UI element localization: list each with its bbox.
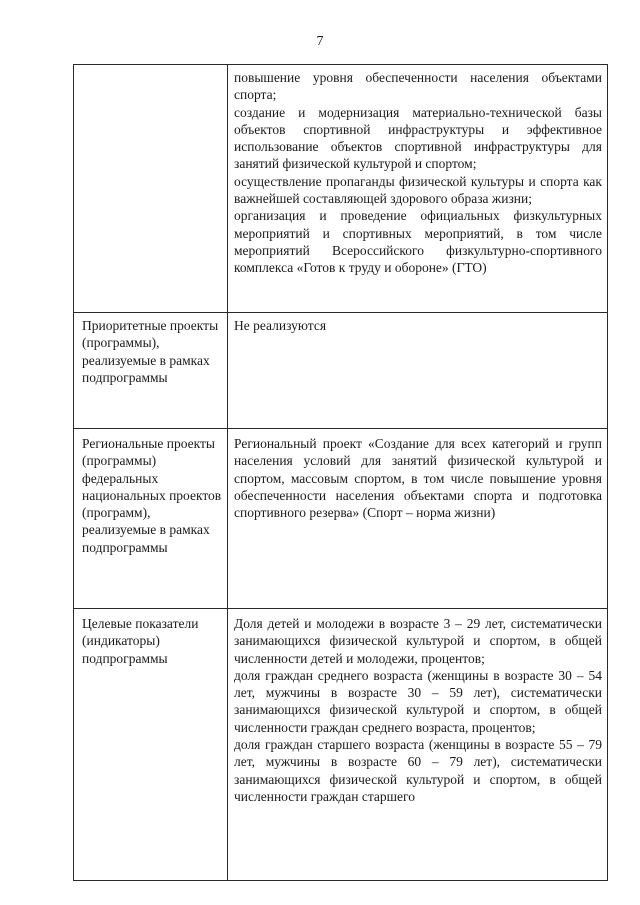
row-content-regional-projects — [228, 429, 608, 609]
paragraph: создание и модернизация материально-технической базы объектов спортивной инфраструктуры и эффективное использование объектов спортивной инфраструктуры для занятий физической культурой и спортом; — [234, 104, 602, 172]
paragraph: доля граждан среднего возраста (женщины в возрасте 30 – 54 лет, мужчины в возрасте 30 – 59 лет), систематически занимающихся физической культурой и спортом, в общей численности граждан среднего возраста, процентов; — [234, 667, 602, 735]
table-row — [74, 65, 608, 313]
paragraph: Не реализуются — [234, 318, 327, 333]
paragraph: повышение уровня обеспеченности населения объектами спорта; — [234, 70, 602, 103]
row-content-target-indicators — [228, 609, 608, 881]
paragraph: осуществление пропаганды физической культуры и спорта как важнейшей составляющей здорового образа жизни; — [234, 173, 602, 207]
table-row — [74, 609, 608, 881]
row-content-priority-projects — [228, 313, 608, 429]
paragraph: Региональный проект «Создание для всех категорий и групп населения условий для занятий физической культурой и спортом, массовым спортом, в том числе повышение уровня обеспеченности населения объектами спорта и подготовка спортивного резерва» (Спорт – норма жизни) — [234, 436, 602, 521]
row-label-target-indicators: Целевые показатели (индикаторы) подпрограммы — [74, 609, 228, 881]
page-number: 7 — [316, 34, 324, 49]
paragraph: Доля детей и молодежи в возрасте 3 – 29 лет, систематически занимающихся физической культурой и спортом, в общей численности детей и молодежи, процентов; — [234, 616, 602, 666]
row-label-empty — [74, 65, 228, 313]
paragraph: доля граждан старшего возраста (женщины в возрасте 55 – 79 лет, мужчины в возрасте 60 – 79 лет), систематически занимающихся физической культурой и спортом, в общей численности граждан старшего — [234, 737, 602, 804]
row-label-priority-projects: Приоритетные проекты (программы), реализуемые в рамках подпрограммы — [74, 313, 228, 429]
row-content-objectives — [228, 65, 608, 313]
row-label-regional-projects: Региональные проекты (программы) федеральных национальных проектов (программ), реализуемые в рамках подпрограммы — [74, 429, 228, 609]
table-row — [74, 313, 608, 429]
paragraph: организация и проведение официальных физкультурных мероприятий и спортивных мероприятий, в том числе мероприятий Всероссийского физкультурно-спортивного комплекса «Готов к труду и обороне» (ГТО) — [234, 208, 602, 276]
table-row — [74, 429, 608, 609]
passport-table — [73, 64, 608, 881]
